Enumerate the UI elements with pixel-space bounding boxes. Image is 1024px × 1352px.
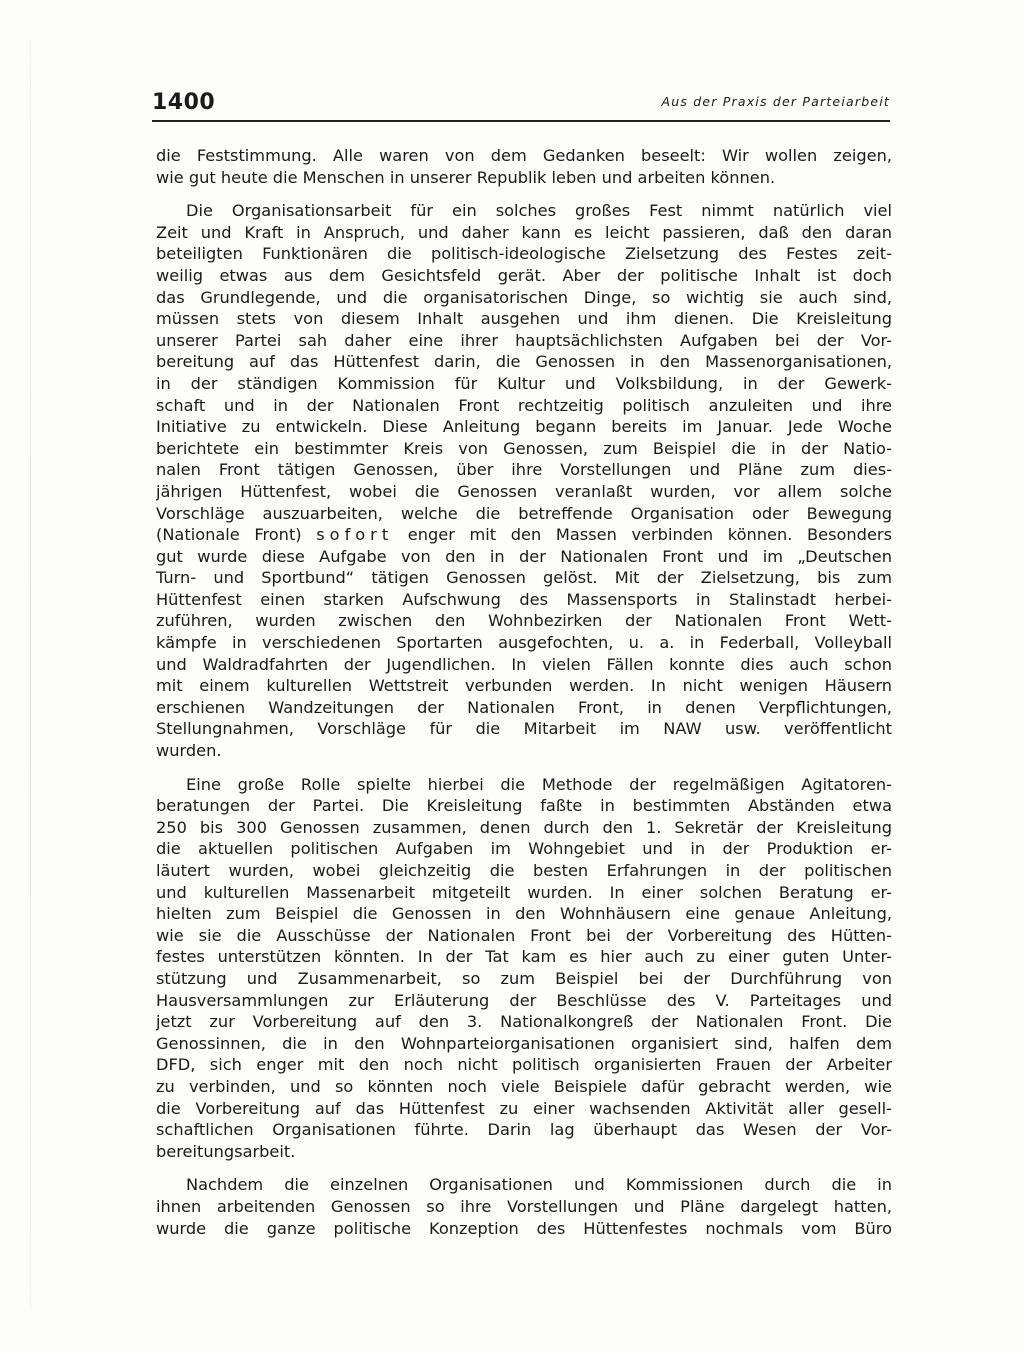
page-number: 1400 — [152, 90, 216, 115]
running-head: Aus der Praxis der Parteiarbeit — [661, 94, 890, 109]
text-line: bereitungsarbeit. — [156, 1141, 296, 1161]
text-line: und Waldradfahrten der Jugendlichen. In vielen Fällen konnte dies auch schon — [156, 654, 892, 674]
text-line: Genossinnen, die in den Wohnparteiorganisationen organisiert sind, halfen dem — [156, 1033, 892, 1053]
text-line: beteiligten Funktionären die politisch-ideologische Zielsetzung des Festes zeit- — [156, 244, 892, 264]
text-line: mit einem kulturellen Wettstreit verbunden werden. In nicht wenigen Häusern — [156, 676, 892, 696]
text-line: nalen Front tätigen Genossen, über ihre Vorstellungen und Pläne zum dies- — [156, 460, 892, 480]
text-line: zu verbinden, und so könnten noch viele Beispiele dafür gebracht werden, wie — [156, 1076, 892, 1096]
text-line: Turn- und Sportbund“ tätigen Genossen gelöst. Mit der Zielsetzung, bis zum — [156, 568, 892, 588]
text-line: wie sie die Ausschüsse der Nationalen Front bei der Vorbereitung des Hütten- — [156, 925, 892, 945]
text-line: läutert wurden, wobei gleichzeitig die besten Erfahrungen in der politischen — [156, 861, 892, 880]
text-line: weilig etwas aus dem Gesichtsfeld gerät. Aber der politische Inhalt ist doch — [156, 265, 892, 285]
text-line: wurden. — [156, 741, 222, 761]
text-line: jährigen Hüttenfest, wobei die Genossen veranlaßt wurden, vor allem solche — [156, 481, 892, 501]
text-line: ihnen arbeitenden Genossen so ihre Vorstellungen und Pläne dargelegt hatten, — [156, 1196, 892, 1216]
body-text — [156, 145, 892, 1251]
text-line: Vorschläge auszuarbeiten, welche die betreffende Organisation oder Bewegung — [156, 503, 892, 523]
text-line: schaftlichen Organisationen führte. Darin lag überhaupt das Wesen der Vor- — [156, 1120, 892, 1140]
text-line: die aktuellen politischen Aufgaben im Wohngebiet und in der Produktion er- — [156, 839, 892, 859]
text-line: Initiative zu entwickeln. Diese Anleitung begann bereits im Januar. Jede Woche — [156, 417, 892, 437]
text-line: DFD, sich enger mit den noch nicht politisch organisierten Frauen der Arbeiter — [156, 1055, 892, 1075]
text-line: berichtete ein bestimmter Kreis von Genossen, zum Beispiel die in der Natio- — [156, 438, 892, 458]
text-line: Hüttenfest einen starken Aufschwung des Massensports in Stalinstadt herbei- — [156, 589, 892, 609]
text-line: zuführen, wurden zwischen den Wohnbezirken der Nationalen Front Wett- — [156, 611, 892, 631]
text-line: wie gut heute die Menschen in unserer Republik leben und arbeiten können. — [156, 167, 776, 187]
text-line: Die Organisationsarbeit für ein solches großes Fest nimmt natürlich viel — [186, 201, 892, 221]
text-line: jetzt zur Vorbereitung auf den 3. Nationalkongreß der Nationalen Front. Die — [156, 1012, 892, 1032]
text-line: unserer Partei sah daher eine ihrer hauptsächlichsten Aufgaben bei der Vor- — [156, 330, 892, 350]
text-line: hielten zum Beispiel die Genossen in den Wohnhäusern eine genaue Anleitung, — [156, 904, 892, 924]
text-line: beratungen der Partei. Die Kreisleitung faßte in bestimmten Abständen etwa — [156, 796, 892, 816]
text-line: kämpfe in verschiedenen Sportarten ausgefochten, u. a. in Federball, Volleyball — [156, 633, 892, 653]
text-line: die Feststimmung. Alle waren von dem Gedanken beseelt: Wir wollen zeigen, — [156, 146, 892, 165]
text-line: wurde die ganze politische Konzeption des Hüttenfestes nochmals vom Büro — [156, 1218, 892, 1238]
page-header — [152, 88, 890, 122]
text-line: Hausversammlungen zur Erläuterung der Beschlüsse des V. Parteitages und — [156, 990, 892, 1010]
text-line: müssen stets von diesem Inhalt ausgehen und ihm dienen. Die Kreisleitung — [156, 309, 892, 329]
text-line: 250 bis 300 Genossen zusammen, denen durch den 1. Sekretär der Kreisleitung — [156, 817, 892, 837]
text-line: bereitung auf das Hüttenfest darin, die Genossen in den Massenorganisationen, — [156, 352, 892, 372]
text-line: die Vorbereitung auf das Hüttenfest zu einer wachsenden Aktivität aller gesell- — [156, 1098, 892, 1118]
scan-edge-shadow — [30, 40, 31, 1310]
text-line: Eine große Rolle spielte hierbei die Methode der regelmäßigen Agitatoren- — [186, 774, 892, 794]
text-line: Zeit und Kraft in Anspruch, und daher kann es leicht passieren, daß den daran — [156, 222, 892, 242]
paragraph — [156, 774, 892, 1163]
paragraph — [156, 1174, 892, 1239]
text-line: erschienen Wandzeitungen der Nationalen Front, in denen Verpflichtungen, — [156, 697, 892, 717]
text-line: Nachdem die einzelnen Organisationen und Kommissionen durch die in — [186, 1175, 892, 1195]
text-line: schaft und in der Nationalen Front rechtzeitig politisch anzuleiten und ihre — [156, 395, 892, 415]
text-line: das Grundlegende, und die organisatorischen Dinge, so wichtig sie auch sind, — [156, 287, 892, 307]
text-line: festes unterstützen könnten. In der Tat kam es hier auch zu einer guten Unter- — [156, 947, 892, 967]
text-line: stützung und Zusammenarbeit, so zum Beispiel bei der Durchführung von — [156, 968, 892, 988]
text-line: gut wurde diese Aufgabe von den in der Nationalen Front und im „Deutschen — [156, 546, 892, 566]
text-line: und kulturellen Massenarbeit mitgeteilt wurden. In einer solchen Beratung er- — [156, 882, 892, 902]
text-line: (Nationale Front) sofort enger mit den Massen verbinden können. Besonders — [156, 525, 892, 545]
paragraph — [156, 200, 892, 761]
text-line: Stellungnahmen, Vorschläge für die Mitarbeit im NAW usw. veröffentlicht — [156, 719, 892, 739]
paragraph — [156, 145, 892, 188]
spaced-emphasis: sofort — [316, 525, 394, 545]
text-line: in der ständigen Kommission für Kultur und Volksbildung, in der Gewerk- — [156, 373, 892, 393]
